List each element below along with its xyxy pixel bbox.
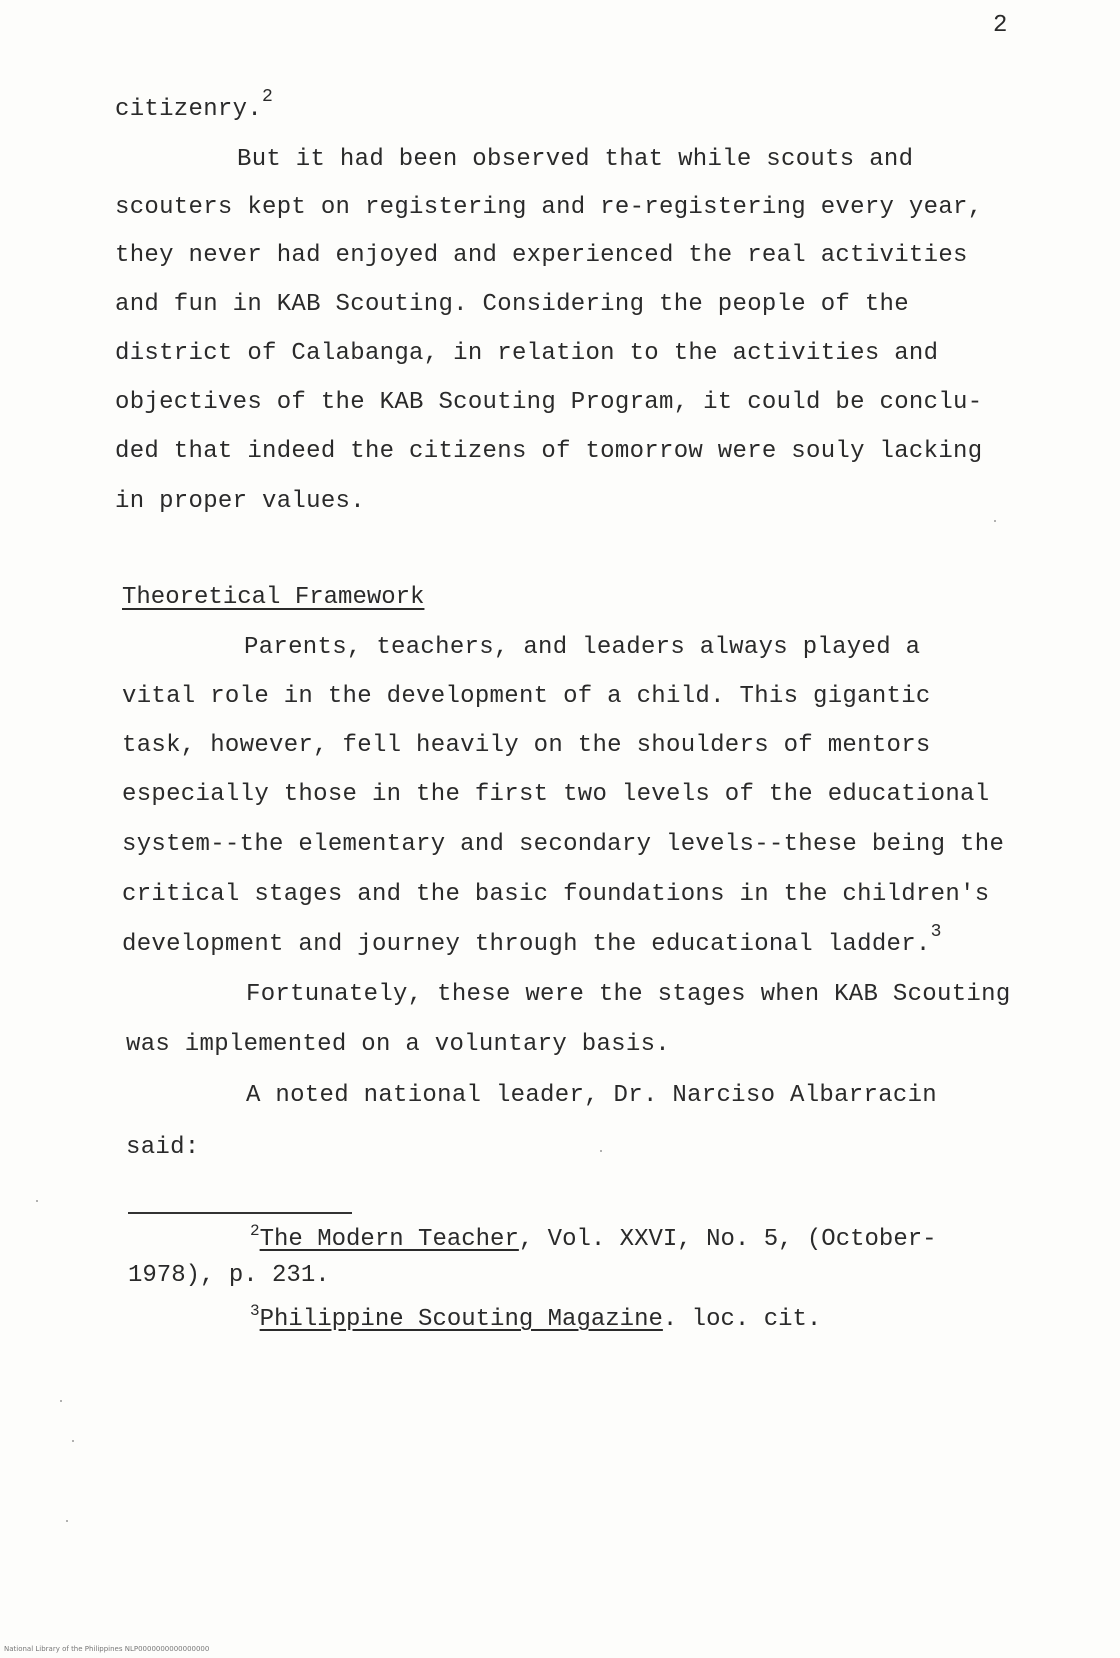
body-line: and fun in KAB Scouting. Considering the people of the [115,291,909,318]
page-number: 2 [993,12,1008,39]
body-line: was implemented on a voluntary basis. [126,1031,670,1058]
body-line: ded that indeed the citizens of tomorrow were souly lacking [115,438,983,465]
body-line: vital role in the development of a child. This gigantic [122,683,931,710]
body-line: Fortunately, these were the stages when KAB Scouting [246,981,1011,1008]
body-text: development and journey through the educational ladder. [122,931,931,958]
footnote-mark: 3 [250,1302,260,1320]
footnote-2-continuation: 1978), p. 231. [128,1262,330,1289]
body-text: citizenry. [115,96,263,123]
scan-speck [36,1200,38,1202]
footnote-source-title: The Modern Teacher [259,1226,519,1253]
body-line: But it had been observed that while scouts and [237,146,914,173]
body-line: Parents, teachers, and leaders always played a [244,634,921,661]
scan-speck [60,1400,62,1402]
scan-speck [72,1440,74,1442]
section-heading: Theoretical Framework [122,584,425,611]
body-line: district of Calabanga, in relation to the activities and [115,340,939,367]
body-line: critical stages and the basic foundations in the children's [122,881,990,908]
footnote-divider [128,1212,352,1214]
body-line: A noted national leader, Dr. Narciso Albarracin [246,1082,938,1109]
body-line: in proper values. [115,488,365,515]
footnote-ref: 2 [262,87,274,107]
body-line: they never had enjoyed and experienced the real activities [115,242,968,269]
body-line [115,87,274,123]
footnote-ref: 3 [930,922,942,942]
body-line [122,922,942,958]
scan-speck [994,520,996,522]
scan-speck [66,1520,68,1522]
footnote-source-title: Philippine Scouting Magazine [259,1306,663,1333]
body-line: task, however, fell heavily on the shoulders of mentors [122,732,931,759]
footnote-text: , Vol. XXVI, No. 5, (October- [518,1226,937,1253]
footnote-2 [250,1222,937,1253]
body-line: especially those in the first two levels of the educational [122,781,990,808]
body-line: system--the elementary and secondary levels--these being the [122,831,1005,858]
footnote-3 [250,1302,822,1333]
body-line: scouters kept on registering and re-registering every year, [115,194,983,221]
body-line: objectives of the KAB Scouting Program, it could be conclu- [115,389,983,416]
footnote-mark: 2 [250,1222,260,1240]
footnote-text: . loc. cit. [662,1306,822,1333]
body-line: said: [126,1134,200,1161]
scan-speck [600,1150,602,1152]
scan-fine-print: National Library of the Philippines NLP0000000000000000 [4,1645,210,1653]
